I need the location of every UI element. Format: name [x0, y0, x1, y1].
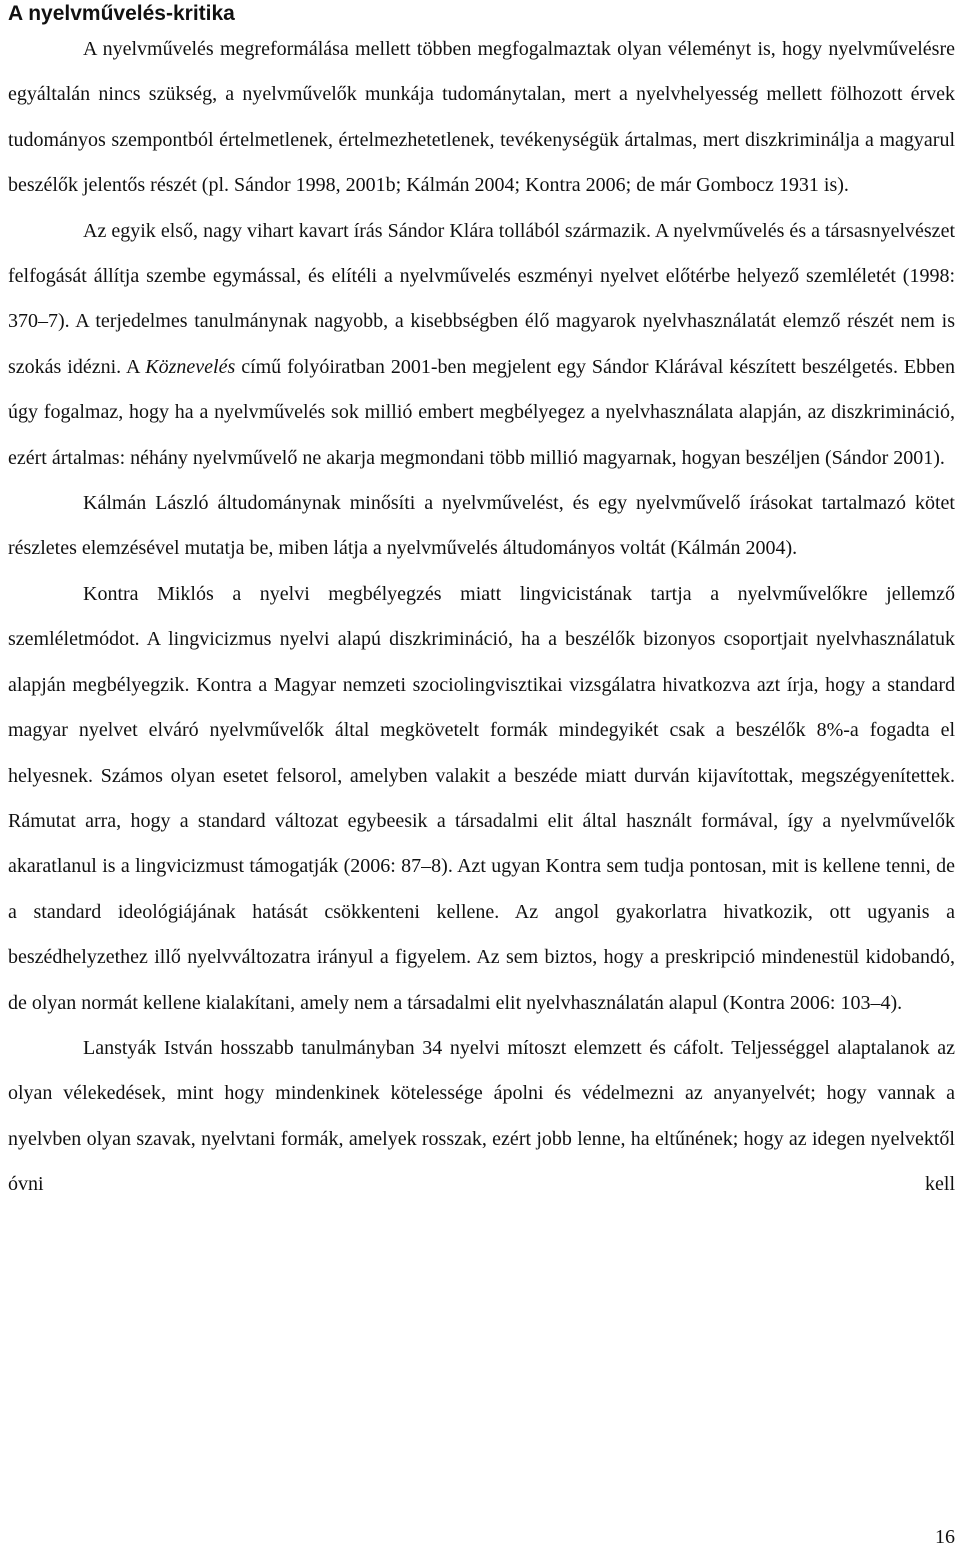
paragraph-text: Kontra Miklós a nyelvi megbélyegzés miatt lingvicistának tartja a nyelvművelőkre jellemző szemléletmódot. A lingvicizmus nyelvi alapú diszkrimináció, ha a beszélők bizonyos csoportjait nyelvhasználatuk alapján megbélyegzik. Kontra a Magyar nemzeti szociolingvisztikai vizsgálatra hivatkozva azt írja, hogy a standard magyar nyelvet elváró nyelvművelők által megkövetelt formák mindegyikét csak a beszélők 8%-a fogadta el helyesnek. Számos olyan esetet felsorol, amelyben valakit a beszéde miatt durván kijavítottak, megszégyenítettek. Rámutat arra, hogy a standard változat egybeesik a társadalmi elit által használt formával, így a nyelvművelők akaratlanul is a lingvicizmust támogatják (2006: 87–8). Azt ugyan Kontra sem tudja pontosan, mit is kellene tenni, de a standard ideológiájának hatását csökkenteni kellene. Az angol gyakorlatra hivatkozik, ott ugyanis a beszédhelyzethez illő nyelvváltozatra irányul a figyelem. Az sem biztos, hogy a preskripció mindenestül kidobandó, de olyan normát kellene kialakítani, amely nem a társadalmi elit nyelvhasználatán alapul (Kontra 2006: 103–4). — [8, 582, 955, 1014]
paragraph-text-continued: című folyóiratban 2001-ben megjelent egy Sándor Klárával készített beszélgetés. Ebben úgy fogalmaz, hogy ha a nyelvművelés sok millió embert megbélyegez a nyelvhasználata alapján, az diszkrimináció, ezért ártalmas: néhány nyelvművelő ne akarja megmondani több millió magyarnak, hogyan beszéljen (Sándor 2001). — [8, 355, 955, 469]
section-heading: A nyelvművelés-kritika — [8, 2, 235, 25]
body-text — [8, 27, 955, 1208]
paragraph-text: Lanstyák István hosszabb tanulmányban 34 nyelvi mítoszt elemzett és cáfolt. Teljességgel alaptalanok az olyan vélekedések, mint hogy mindenkinek kötelessége ápolni és védelmezni az anyanyelvét; hogy vannak a nyelvben olyan szavak, nyelvtani formák, amelyek rosszak, ezért jobb lenne, ha eltűnének; hogy az idegen nyelvektől óvni kell — [8, 1036, 955, 1196]
paragraph-1 — [8, 27, 955, 209]
paragraph-5 — [8, 1026, 955, 1208]
paragraph-text: Kálmán László áltudománynak minősíti a nyelvművelést, és egy nyelvművelő írásokat tartalmazó kötet részletes elemzésével mutatja be, miben látja a nyelvművelés áltudományos voltát (Kálmán 2004). — [8, 492, 955, 560]
paragraph-4 — [8, 572, 955, 1026]
paragraph-3 — [8, 481, 955, 572]
paragraph-text: Az egyik első, nagy vihart kavart írás Sándor Klára tollából származik. A nyelvművelés és a társasnyelvészet felfogását állítja szembe egymással, és elítéli a nyelvművelés eszményi nyelvet előtérbe helyező szemléletét (1998: 370–7). A terjedelmes tanulmánynak nagyobb, a kisebbségben élő magyarok nyelvhasználatát elemző részét nem is szokás idézni. A — [8, 219, 955, 378]
journal-title: Köznevelés — [145, 355, 236, 378]
paragraph-text: A nyelvművelés megreformálása mellett többen megfogalmaztak olyan véleményt is, hogy nyelvművelésre egyáltalán nincs szükség, a nyelvművelők munkája tudománytalan, mert a nyelvhelyesség mellett fölhozott érvek tudományos szempontból értelmetlenek, értelmezhetetlenek, tevékenységük ártalmas, mert diszkriminálja a magyarul beszélők jelentős részét (pl. Sándor 1998, 2001b; Kálmán 2004; Kontra 2006; de már Gombocz 1931 is). — [8, 38, 955, 197]
page-number: 16 — [935, 1526, 955, 1548]
document-page — [8, 0, 955, 1551]
paragraph-2 — [8, 209, 955, 481]
